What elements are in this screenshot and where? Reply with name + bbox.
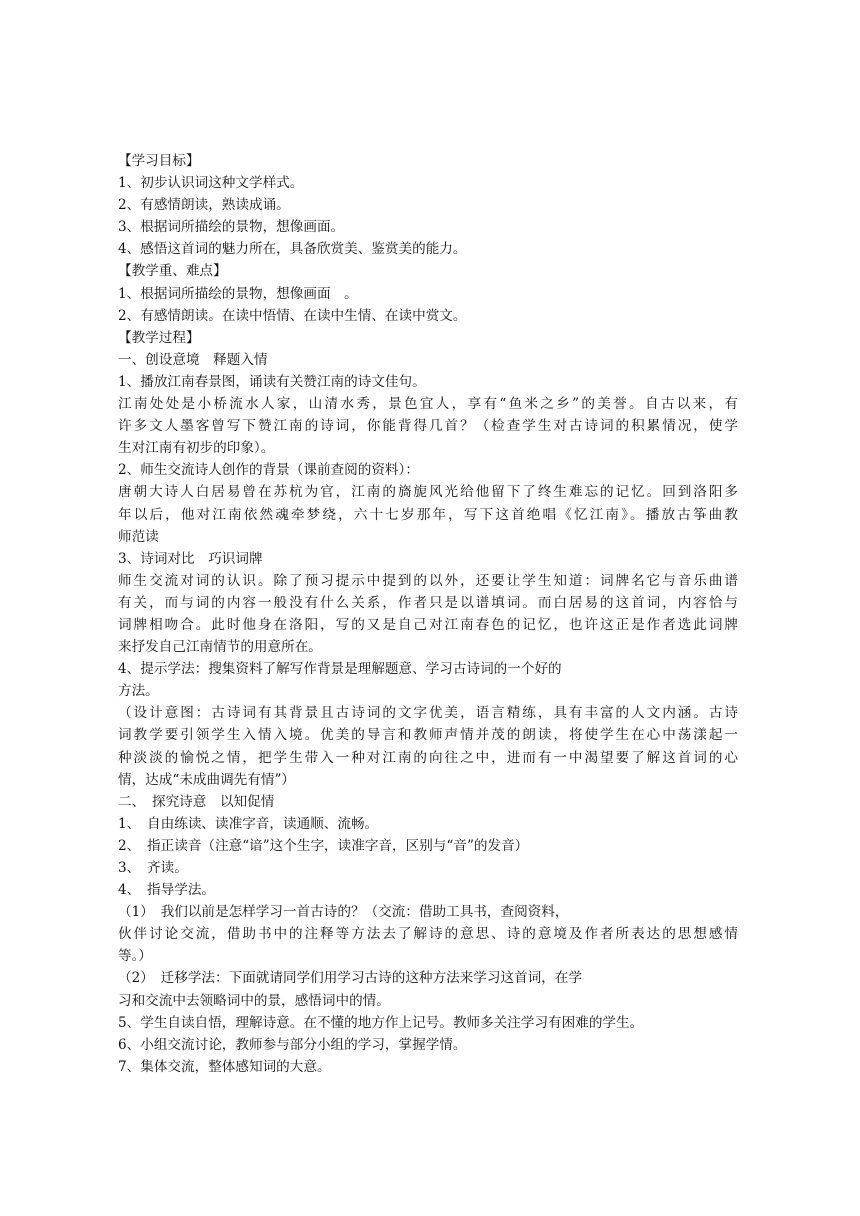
design-intent-line: （设计意图：古诗词有其背景且古诗词的文字优美，语言精练，具有丰富的人文内涵。古诗 <box>118 705 738 722</box>
process-part-2-heading: 二、 探究诗意 以知促情 <box>118 793 275 810</box>
goal-item-1: 1、初步认识词这种文学样式。 <box>118 175 304 192</box>
paragraph-line: 来抒发自己江南情节的用意所在。 <box>118 639 322 656</box>
paragraph-line: 词牌相吻合。此时他身在洛阳，写的又是自己对江南春色的记忆，也许这正是作者选此词牌 <box>118 616 738 633</box>
process-step-1-1: 1、播放江南春景图，诵读有关赞江南的诗文佳句。 <box>118 373 426 390</box>
paragraph-line: 习和交流中去领略词中的景，感悟词中的情。 <box>118 992 390 1009</box>
paragraph-line: 等。） <box>118 948 152 965</box>
process-step-2-5: 5、学生自读自悟，理解诗意。在不懂的地方作上记号。教师多关注学习有困难的学生。 <box>118 1014 644 1031</box>
section-heading-learning-goals: 【学习目标】 <box>118 153 200 169</box>
goal-item-4: 4、感悟这首词的魅力所在，具备欣赏美、鉴赏美的能力。 <box>118 241 467 258</box>
paragraph-line: 师生交流对词的认识。除了预习提示中提到的以外，还要让学生知道：词牌名它与音乐曲谱 <box>118 572 738 589</box>
process-step-2-2: 2、 指正读音（注意“谙”这个生字，读准字音，区别与“音”的发音） <box>118 837 529 854</box>
process-step-2-3: 3、 齐读。 <box>118 860 188 876</box>
paragraph-line: 有关，而与词的内容一般没有什么关系，作者只是以谱填词。而白居易的这首词，内容恰与 <box>118 594 738 611</box>
process-step-2-7: 7、集体交流，整体感知词的大意。 <box>118 1058 331 1075</box>
process-step-1-4: 4、提示学法：搜集资料了解写作背景是理解题意、学习古诗词的一个好的 <box>118 661 562 678</box>
process-step-2-6: 6、小组交流讨论，教师参与部分小组的学习，掌握学情。 <box>118 1036 467 1053</box>
process-step-1-2: 2、师生交流诗人创作的背景（课前查阅的资料）： <box>118 462 419 479</box>
section-heading-process: 【教学过程】 <box>118 329 200 346</box>
document-body <box>118 150 738 1078</box>
section-heading-key-points: 【教学重、难点】 <box>118 263 227 280</box>
process-part-1-heading: 一、创设意境 释题入情 <box>118 351 268 368</box>
paragraph-line: 许多文人墨客曾写下赞江南的诗词，你能背得几首？（检查学生对古诗词的积累情况，使学 <box>118 418 738 435</box>
process-step-1-3: 3、诗词对比 巧识词牌 <box>118 550 263 567</box>
paragraph-line: 年以后，他对江南依然魂牵梦绕，六十七岁那年，写下这首绝唱《忆江南》。播放古筝曲教 <box>118 506 738 523</box>
design-intent-line: 种淡淡的愉悦之情，把学生带入一种对江南的向往之中，进而有一中渴望要了解这首词的心 <box>118 749 738 766</box>
paragraph-line: 唐朝大诗人白居易曾在苏杭为官，江南的旖旎风光给他留下了终生难忘的记忆。回到洛阳多 <box>118 484 738 501</box>
paragraph-line: 师范读 <box>118 528 159 545</box>
paragraph-line: 方法。 <box>118 683 159 700</box>
sub-step-2: （2） 迁移学法：下面就请同学们用学习古诗的这种方法来学习这首词，在学 <box>118 970 583 987</box>
process-step-2-4: 4、 指导学法。 <box>118 882 216 899</box>
goal-item-3: 3、根据词所描绘的景物，想像画面。 <box>118 219 345 236</box>
paragraph-line: 生对江南有初步的印象）。 <box>118 440 275 457</box>
key-point-2: 2、有感情朗读。在读中悟情、在读中生情、在读中赏文。 <box>118 307 467 324</box>
key-point-1: 1、根据词所描绘的景物，想像画面 。 <box>118 285 358 302</box>
sub-step-1: （1） 我们以前是怎样学习一首古诗的？（交流：借助工具书，查阅资料， <box>118 904 569 921</box>
design-intent-line: 词教学要引领学生入情入境。优美的导言和教师声情并茂的朗读，将使学生在心中荡漾起一 <box>118 727 738 744</box>
goal-item-2: 2、有感情朗读，熟读成诵。 <box>118 197 290 214</box>
design-intent-line: 情，达成“未成曲调先有情”） <box>118 771 296 788</box>
paragraph-line: 江南处处是小桥流水人家，山清水秀，景色宜人，享有“鱼米之乡”的美誉。自古以来，有 <box>118 396 738 413</box>
process-step-2-1: 1、 自由练读、读准字音，读通顺、流畅。 <box>118 815 379 832</box>
paragraph-line: 伙伴讨论交流，借助书中的注释等方法去了解诗的意思、诗的意境及作者所表达的思想感情 <box>118 926 738 943</box>
